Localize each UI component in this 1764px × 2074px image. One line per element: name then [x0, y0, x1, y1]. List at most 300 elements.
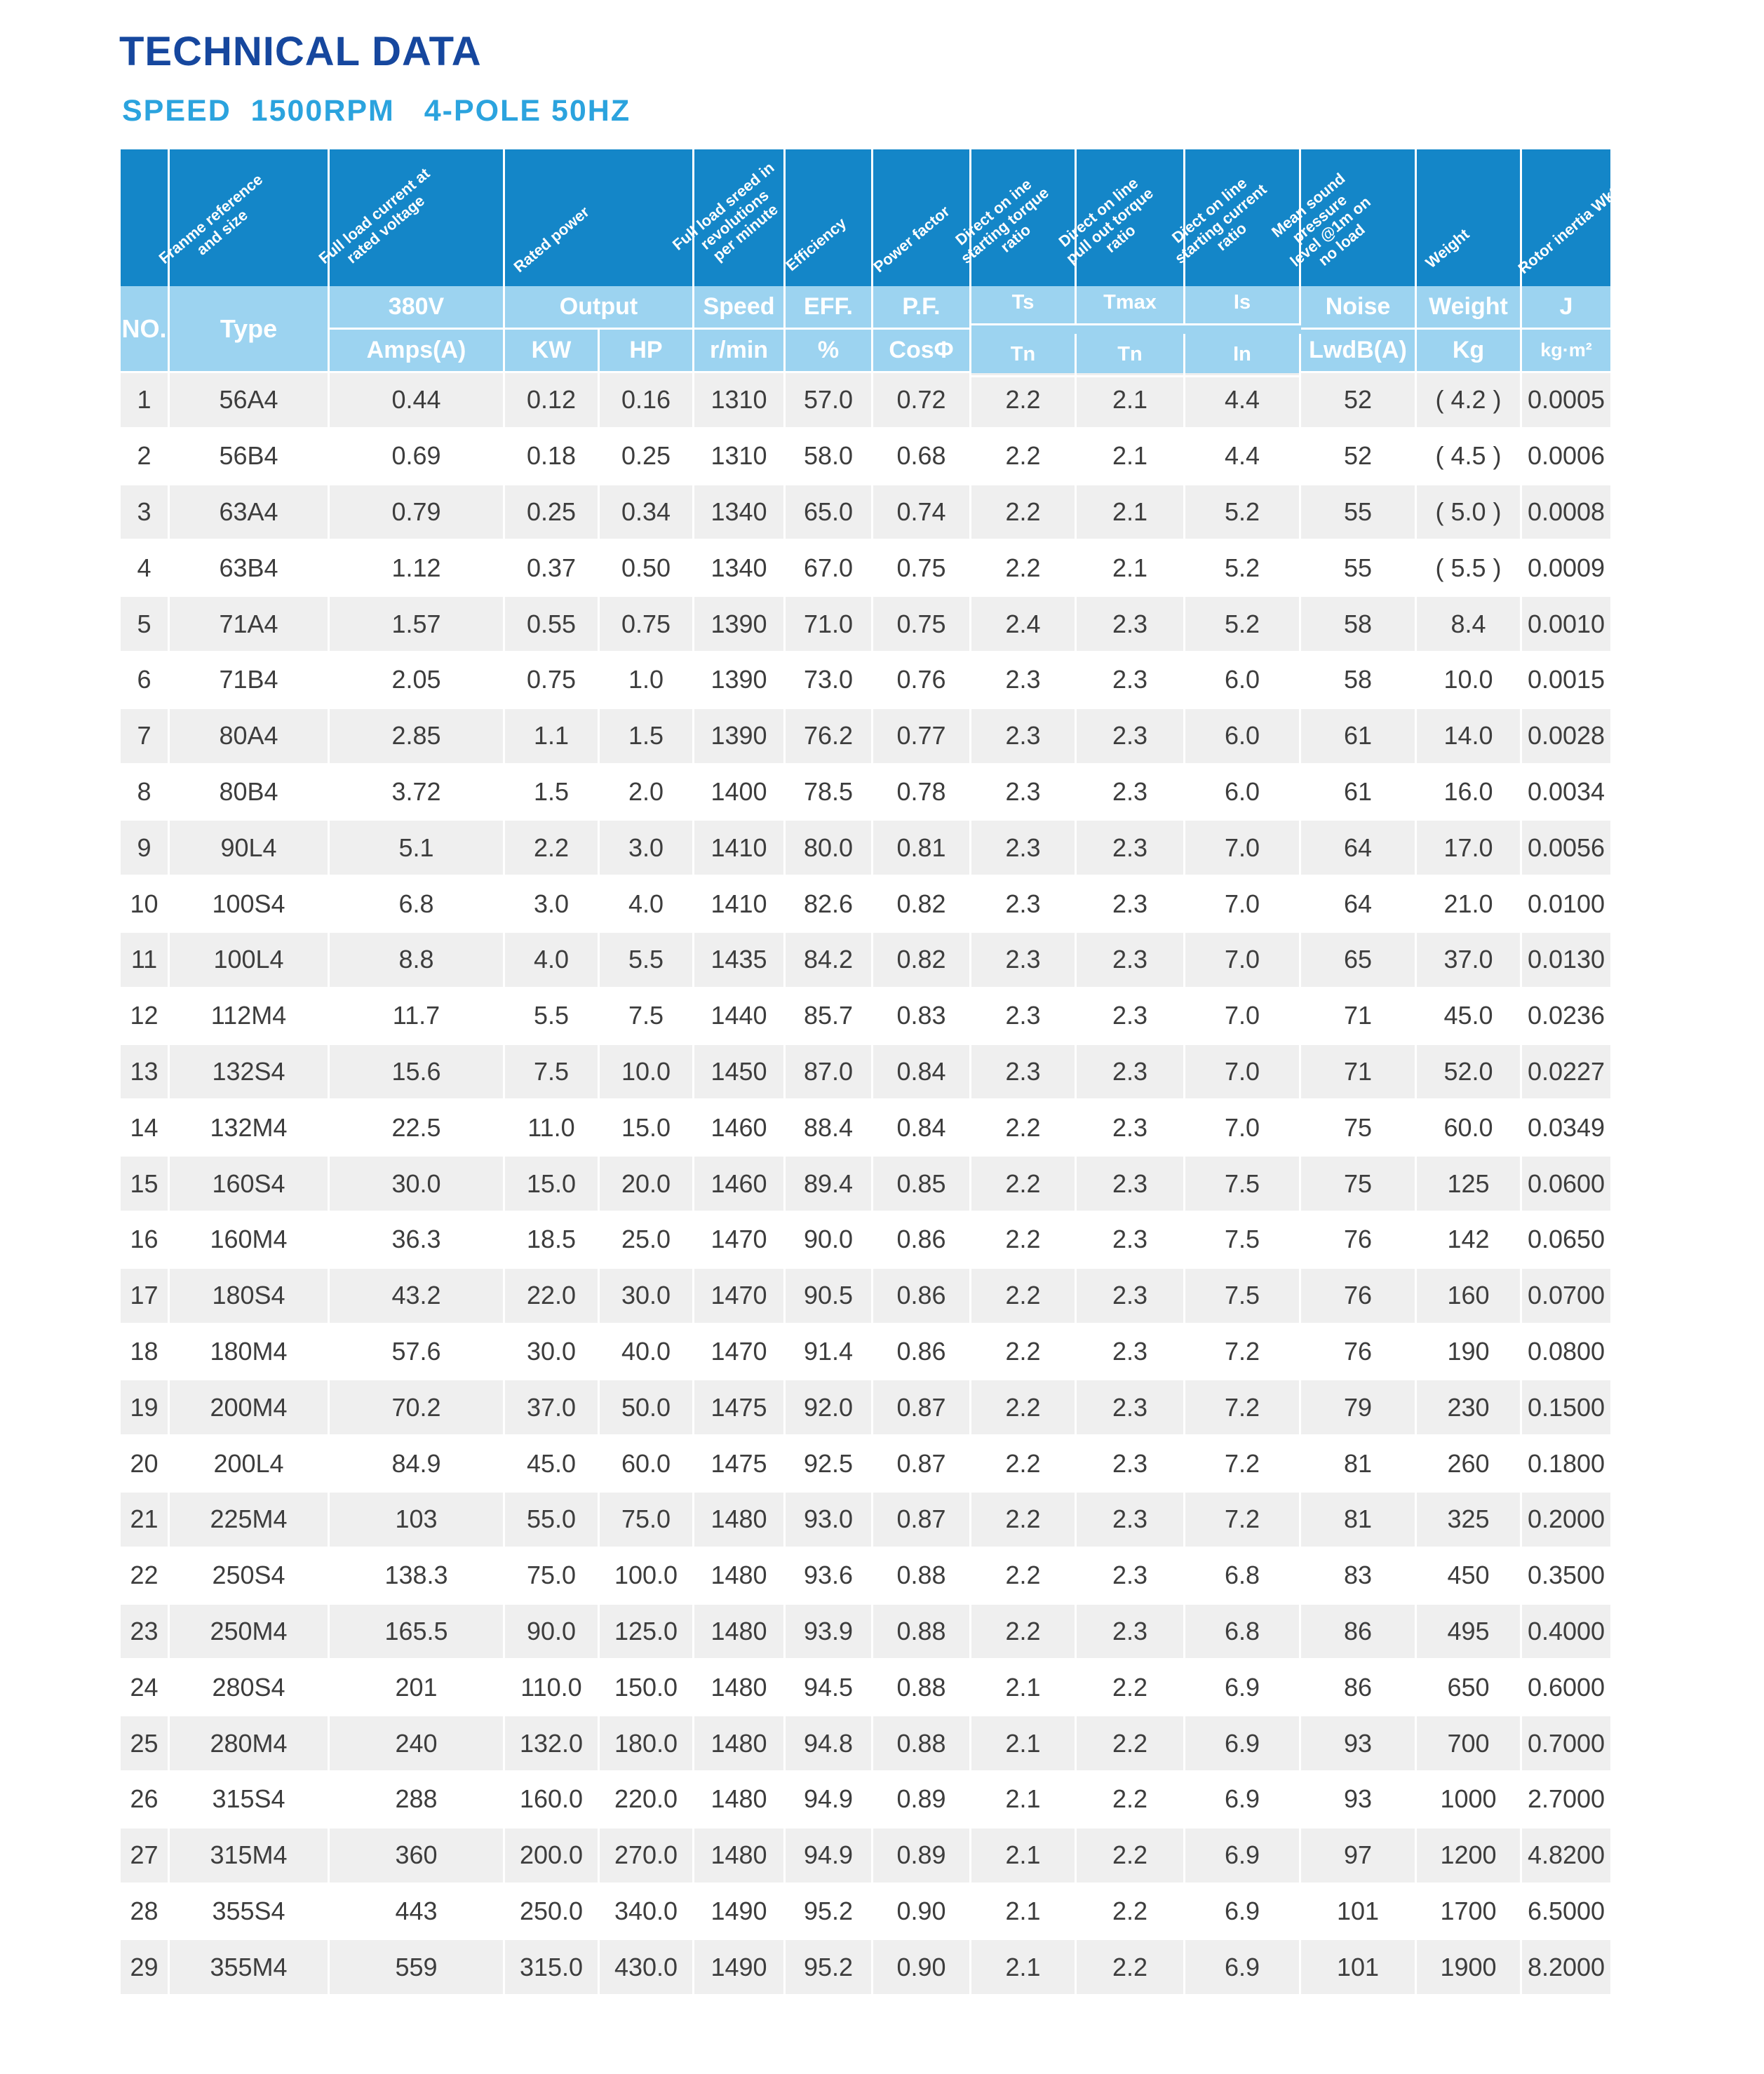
- cell-j: 0.0130: [1527, 945, 1605, 974]
- table-row: [121, 877, 1610, 933]
- cell-eff: 94.9: [786, 1829, 873, 1883]
- cell-noise: 93: [1301, 1772, 1417, 1826]
- column-header-output: Output: [505, 286, 694, 330]
- cell-eff: 71.0: [786, 597, 873, 651]
- cell-rpm: 1410: [694, 877, 786, 931]
- cell-amps: 138.3: [330, 1549, 505, 1603]
- cell-is: 6.9: [1185, 1885, 1301, 1939]
- cell-ts: 2.1: [971, 1829, 1077, 1883]
- cell-weight: 260: [1417, 1436, 1522, 1490]
- cell-type: 280M4: [170, 1716, 330, 1770]
- cell-j: 0.3500: [1527, 1561, 1605, 1590]
- cell-noise: 93: [1301, 1716, 1417, 1770]
- cell-type: 71B4: [170, 653, 330, 707]
- cell-kw: 3.0: [505, 877, 600, 931]
- column-header-weight: Weight: [1417, 286, 1522, 330]
- cell-amps: 165.5: [330, 1605, 505, 1659]
- cell-noise: 55: [1301, 541, 1417, 595]
- cell-type: 132M4: [170, 1100, 330, 1154]
- cell-no: 28: [121, 1885, 170, 1939]
- cell-rpm: 1390: [694, 709, 786, 763]
- cell-weight: 21.0: [1417, 877, 1522, 931]
- cell-j: 8.2000: [1527, 1952, 1605, 1981]
- cell-eff: 92.0: [786, 1380, 873, 1434]
- cell-ts: 2.2: [971, 429, 1077, 483]
- cell-j: 0.0034: [1527, 776, 1605, 806]
- cell-amps: 240: [330, 1716, 505, 1770]
- cell-eff: 94.8: [786, 1716, 873, 1770]
- cell-type: 180S4: [170, 1269, 330, 1323]
- cell-rpm: 1310: [694, 429, 786, 483]
- cell-ts: 2.4: [971, 597, 1077, 651]
- cell-type: 56A4: [170, 373, 330, 427]
- cell-weight: 10.0: [1417, 653, 1522, 707]
- cell-amps: 0.79: [330, 485, 505, 539]
- cell-type: 112M4: [170, 989, 330, 1043]
- table-row: [121, 1716, 1610, 1772]
- table-row: [121, 1213, 1610, 1269]
- cell-amps: 559: [330, 1940, 505, 1994]
- cell-tmax: 2.3: [1077, 709, 1185, 763]
- cell-tmax: 2.3: [1077, 1436, 1185, 1490]
- column-header-type: Type: [170, 286, 330, 373]
- cell-j: 0.6000: [1527, 1672, 1605, 1702]
- cell-rpm: 1470: [694, 1269, 786, 1323]
- cell-weight: 700: [1417, 1716, 1522, 1770]
- cell-no: 19: [121, 1380, 170, 1434]
- cell-kw: 1.1: [505, 709, 600, 763]
- cell-type: 63A4: [170, 485, 330, 539]
- cell-j: 0.1800: [1527, 1448, 1605, 1478]
- cell-tmax: 2.3: [1077, 765, 1185, 819]
- cell-is: 6.9: [1185, 1772, 1301, 1826]
- cell-weight: 160: [1417, 1269, 1522, 1323]
- cell-weight: 650: [1417, 1660, 1522, 1714]
- cell-amps: 0.44: [330, 373, 505, 427]
- cell-ts: 2.3: [971, 765, 1077, 819]
- cell-j: 0.0227: [1527, 1056, 1605, 1086]
- cell-kw: 0.12: [505, 373, 600, 427]
- cell-no: 9: [121, 821, 170, 875]
- page-title: TECHNICAL DATA: [119, 29, 482, 74]
- table-row: [121, 1605, 1610, 1661]
- cell-weight: 190: [1417, 1325, 1522, 1379]
- cell-noise: 83: [1301, 1549, 1417, 1603]
- cell-j: 0.7000: [1527, 1728, 1605, 1758]
- cell-no: 3: [121, 485, 170, 539]
- cell-ts: 2.2: [971, 1380, 1077, 1434]
- band-cell-type: [155, 149, 330, 286]
- cell-pf: 0.83: [873, 989, 971, 1043]
- cell-pf: 0.84: [873, 1045, 971, 1099]
- cell-kw: 5.5: [505, 989, 600, 1043]
- cell-hp: 125.0: [600, 1605, 694, 1659]
- cell-j: 0.0100: [1527, 889, 1605, 918]
- diagonal-label-full-load-current: Full load current at rated voltage: [315, 164, 433, 267]
- cell-noise: 76: [1301, 1213, 1417, 1267]
- unit-header-amps: Amps(A): [330, 330, 505, 373]
- cell-weight: 52.0: [1417, 1045, 1522, 1099]
- cell-amps: 84.9: [330, 1436, 505, 1490]
- cell-rpm: 1410: [694, 821, 786, 875]
- table-body: [121, 373, 1610, 1996]
- cell-weight: 495: [1417, 1605, 1522, 1659]
- page-subtitle: SPEED 1500RPM 4-POLE 50HZ: [122, 94, 631, 128]
- cell-pf: 0.86: [873, 1269, 971, 1323]
- cell-is: 7.0: [1185, 933, 1301, 987]
- cell-kw: 18.5: [505, 1213, 600, 1267]
- cell-eff: 94.9: [786, 1772, 873, 1826]
- diagonal-label-rotor-inertia: Rotor inertia Wk2: [1514, 182, 1624, 278]
- cell-kw: 4.0: [505, 933, 600, 987]
- diagonal-label-starting-current: Diect on line starting current ratio: [1169, 174, 1270, 267]
- cell-weight: ( 5.0 ): [1417, 485, 1522, 539]
- cell-rpm: 1490: [694, 1885, 786, 1939]
- cell-rpm: 1310: [694, 373, 786, 427]
- cell-weight: 1000: [1417, 1772, 1522, 1826]
- cell-eff: 78.5: [786, 765, 873, 819]
- cell-tmax: 2.2: [1077, 1716, 1185, 1770]
- table-row: [121, 933, 1610, 989]
- cell-type: 71A4: [170, 597, 330, 651]
- cell-hp: 75.0: [600, 1493, 694, 1547]
- cell-ts: 2.2: [971, 1100, 1077, 1154]
- table-row: [121, 1772, 1610, 1829]
- cell-kw: 0.37: [505, 541, 600, 595]
- column-header-speed: Speed: [694, 286, 786, 330]
- cell-no: 6: [121, 653, 170, 707]
- cell-pf: 0.88: [873, 1605, 971, 1659]
- band-cell-noise: [1267, 149, 1417, 286]
- cell-type: 180M4: [170, 1325, 330, 1379]
- cell-amps: 30.0: [330, 1157, 505, 1211]
- cell-pf: 0.82: [873, 933, 971, 987]
- cell-is: 7.5: [1185, 1157, 1301, 1211]
- cell-is: 4.4: [1185, 429, 1301, 483]
- cell-amps: 1.57: [330, 597, 505, 651]
- cell-type: 225M4: [170, 1493, 330, 1547]
- cell-is: 7.0: [1185, 1100, 1301, 1154]
- cell-hp: 5.5: [600, 933, 694, 987]
- cell-eff: 93.9: [786, 1605, 873, 1659]
- cell-ts: 2.3: [971, 821, 1077, 875]
- cell-hp: 60.0: [600, 1436, 694, 1490]
- band-cell-starting-torque: [952, 149, 1077, 286]
- cell-pf: 0.85: [873, 1157, 971, 1211]
- cell-pf: 0.87: [873, 1493, 971, 1547]
- cell-ts: 2.2: [971, 1436, 1077, 1490]
- cell-pf: 0.72: [873, 373, 971, 427]
- cell-pf: 0.87: [873, 1436, 971, 1490]
- cell-is: 7.0: [1185, 989, 1301, 1043]
- cell-pf: 0.76: [873, 653, 971, 707]
- cell-ts: 2.1: [971, 1660, 1077, 1714]
- table-row: [121, 653, 1610, 709]
- cell-tmax: 2.2: [1077, 1940, 1185, 1994]
- cell-type: 160M4: [170, 1213, 330, 1267]
- cell-is: 7.0: [1185, 1045, 1301, 1099]
- cell-hp: 3.0: [600, 821, 694, 875]
- cell-weight: ( 4.2 ): [1417, 373, 1522, 427]
- cell-noise: 64: [1301, 877, 1417, 931]
- cell-pf: 0.86: [873, 1325, 971, 1379]
- cell-is: 6.0: [1185, 709, 1301, 763]
- cell-eff: 67.0: [786, 541, 873, 595]
- cell-type: 80B4: [170, 765, 330, 819]
- cell-ts: 2.2: [971, 1549, 1077, 1603]
- cell-hp: 220.0: [600, 1772, 694, 1826]
- cell-no: 15: [121, 1157, 170, 1211]
- cell-rpm: 1390: [694, 597, 786, 651]
- cell-tmax: 2.2: [1077, 1885, 1185, 1939]
- cell-j: 0.4000: [1527, 1616, 1605, 1645]
- cell-no: 17: [121, 1269, 170, 1323]
- cell-rpm: 1480: [694, 1829, 786, 1883]
- diagonal-label-rated-power: Rated power: [510, 203, 593, 276]
- table-row: [121, 1325, 1610, 1381]
- cell-is: 4.4: [1185, 373, 1301, 427]
- cell-ts: 2.2: [971, 1493, 1077, 1547]
- cell-hp: 0.75: [600, 597, 694, 651]
- cell-no: 27: [121, 1829, 170, 1883]
- unit-header-kg: Kg: [1417, 330, 1522, 373]
- cell-j: 0.2000: [1527, 1504, 1605, 1534]
- cell-no: 13: [121, 1045, 170, 1099]
- column-header-noise: Noise: [1301, 286, 1417, 330]
- cell-rpm: 1480: [694, 1772, 786, 1826]
- table-row: [121, 989, 1610, 1045]
- cell-no: 11: [121, 933, 170, 987]
- cell-is: 7.0: [1185, 877, 1301, 931]
- cell-amps: 15.6: [330, 1045, 505, 1099]
- cell-j: 0.0015: [1527, 665, 1605, 694]
- table-row: [121, 541, 1610, 597]
- cell-tmax: 2.3: [1077, 1325, 1185, 1379]
- cell-tmax: 2.3: [1077, 1213, 1185, 1267]
- cell-kw: 110.0: [505, 1660, 600, 1714]
- cell-j: 0.0005: [1527, 385, 1605, 415]
- diagonal-label-starting-torque: Direct on ine starting torque ratio: [952, 175, 1052, 267]
- cell-rpm: 1470: [694, 1325, 786, 1379]
- cell-kw: 200.0: [505, 1829, 600, 1883]
- cell-amps: 8.8: [330, 933, 505, 987]
- cell-noise: 61: [1301, 765, 1417, 819]
- cell-noise: 52: [1301, 429, 1417, 483]
- diagonal-label-power-factor: Power factor: [870, 202, 953, 276]
- cell-tmax: 2.3: [1077, 1269, 1185, 1323]
- table-row: [121, 1100, 1610, 1157]
- cell-hp: 2.0: [600, 765, 694, 819]
- table-row: [121, 1380, 1610, 1436]
- cell-eff: 93.0: [786, 1493, 873, 1547]
- table-row: [121, 1885, 1610, 1941]
- cell-eff: 76.2: [786, 709, 873, 763]
- cell-hp: 25.0: [600, 1213, 694, 1267]
- band-cell-current: [315, 149, 505, 286]
- table-row: [121, 1157, 1610, 1213]
- cell-ts: 2.1: [971, 1885, 1077, 1939]
- cell-kw: 55.0: [505, 1493, 600, 1547]
- cell-j: 0.0700: [1527, 1281, 1605, 1310]
- cell-type: 355S4: [170, 1885, 330, 1939]
- column-header-no: NO.: [121, 286, 170, 373]
- cell-pf: 0.89: [873, 1829, 971, 1883]
- cell-weight: 60.0: [1417, 1100, 1522, 1154]
- unit-header-kgm2: kg·m²: [1522, 330, 1610, 373]
- cell-tmax: 2.3: [1077, 1380, 1185, 1434]
- band-cell-rotor-inertia: [1514, 149, 1624, 286]
- cell-ts: 2.1: [971, 1772, 1077, 1826]
- cell-weight: 230: [1417, 1380, 1522, 1434]
- cell-eff: 94.5: [786, 1660, 873, 1714]
- cell-kw: 250.0: [505, 1885, 600, 1939]
- cell-type: 315M4: [170, 1829, 330, 1883]
- cell-tmax: 2.3: [1077, 933, 1185, 987]
- cell-eff: 90.5: [786, 1269, 873, 1323]
- cell-hp: 270.0: [600, 1829, 694, 1883]
- diagonal-label-full-load-speed: Full load sreed in revolutions per minute: [668, 159, 781, 265]
- cell-type: 90L4: [170, 821, 330, 875]
- cell-hp: 20.0: [600, 1157, 694, 1211]
- cell-is: 6.0: [1185, 765, 1301, 819]
- cell-rpm: 1480: [694, 1493, 786, 1547]
- cell-tmax: 2.2: [1077, 1829, 1185, 1883]
- cell-type: 250S4: [170, 1549, 330, 1603]
- cell-hp: 50.0: [600, 1380, 694, 1434]
- cell-tmax: 2.2: [1077, 1660, 1185, 1714]
- cell-type: 200M4: [170, 1380, 330, 1434]
- cell-weight: ( 5.5 ): [1417, 541, 1522, 595]
- cell-is: 6.8: [1185, 1605, 1301, 1659]
- cell-no: 20: [121, 1436, 170, 1490]
- cell-tmax: 2.3: [1077, 821, 1185, 875]
- cell-pf: 0.90: [873, 1885, 971, 1939]
- cell-eff: 82.6: [786, 877, 873, 931]
- cell-eff: 88.4: [786, 1100, 873, 1154]
- cell-hp: 0.16: [600, 373, 694, 427]
- cell-kw: 90.0: [505, 1605, 600, 1659]
- cell-is: 6.9: [1185, 1660, 1301, 1714]
- cell-eff: 73.0: [786, 653, 873, 707]
- table-row: [121, 709, 1610, 765]
- technical-data-table: [121, 149, 1624, 1996]
- cell-kw: 15.0: [505, 1157, 600, 1211]
- cell-kw: 75.0: [505, 1549, 600, 1603]
- cell-weight: ( 4.5 ): [1417, 429, 1522, 483]
- table-row: [121, 1436, 1610, 1493]
- cell-j: 2.7000: [1527, 1784, 1605, 1814]
- cell-noise: 86: [1301, 1605, 1417, 1659]
- cell-noise: 76: [1301, 1269, 1417, 1323]
- cell-eff: 89.4: [786, 1157, 873, 1211]
- cell-type: 100L4: [170, 933, 330, 987]
- cell-kw: 30.0: [505, 1325, 600, 1379]
- table-row: [121, 1493, 1610, 1549]
- unit-header-rmin: r/min: [694, 330, 786, 373]
- cell-hp: 0.34: [600, 485, 694, 539]
- cell-ts: 2.3: [971, 653, 1077, 707]
- cell-weight: 1900: [1417, 1940, 1522, 1994]
- cell-eff: 87.0: [786, 1045, 873, 1099]
- cell-rpm: 1340: [694, 485, 786, 539]
- band-cell-weight: [1417, 149, 1522, 286]
- cell-rpm: 1470: [694, 1213, 786, 1267]
- cell-hp: 0.25: [600, 429, 694, 483]
- table-row: [121, 1549, 1610, 1605]
- cell-hp: 340.0: [600, 1885, 694, 1939]
- cell-no: 12: [121, 989, 170, 1043]
- cell-no: 26: [121, 1772, 170, 1826]
- cell-tmax: 2.3: [1077, 989, 1185, 1043]
- cell-noise: 71: [1301, 1045, 1417, 1099]
- cell-j: 0.0028: [1527, 721, 1605, 750]
- cell-kw: 22.0: [505, 1269, 600, 1323]
- diagonal-header-band: [121, 149, 1624, 286]
- cell-tmax: 2.1: [1077, 429, 1185, 483]
- cell-eff: 84.2: [786, 933, 873, 987]
- cell-tmax: 2.3: [1077, 597, 1185, 651]
- cell-eff: 91.4: [786, 1325, 873, 1379]
- cell-tmax: 2.3: [1077, 877, 1185, 931]
- cell-amps: 6.8: [330, 877, 505, 931]
- cell-eff: 95.2: [786, 1885, 873, 1939]
- cell-ts: 2.2: [971, 1605, 1077, 1659]
- subheader: [121, 286, 1610, 373]
- diagonal-label-efficiency: Efficiency: [782, 214, 850, 275]
- cell-is: 6.9: [1185, 1716, 1301, 1770]
- unit-header-cosphi: CosΦ: [873, 330, 971, 373]
- column-header-tmax: Tmax: [1077, 282, 1185, 325]
- cell-eff: 95.2: [786, 1940, 873, 1994]
- cell-hp: 40.0: [600, 1325, 694, 1379]
- cell-type: 56B4: [170, 429, 330, 483]
- band-cell-efficiency: [782, 149, 873, 286]
- table-row: [121, 429, 1610, 485]
- cell-no: 23: [121, 1605, 170, 1659]
- cell-weight: 37.0: [1417, 933, 1522, 987]
- cell-no: 21: [121, 1493, 170, 1547]
- unit-header-percent: %: [786, 330, 873, 373]
- cell-hp: 0.50: [600, 541, 694, 595]
- cell-amps: 70.2: [330, 1380, 505, 1434]
- table-row: [121, 373, 1610, 429]
- cell-j: 0.0600: [1527, 1169, 1605, 1198]
- cell-is: 6.9: [1185, 1940, 1301, 1994]
- cell-is: 7.2: [1185, 1493, 1301, 1547]
- cell-tmax: 2.3: [1077, 1045, 1185, 1099]
- cell-hp: 15.0: [600, 1100, 694, 1154]
- cell-weight: 142: [1417, 1213, 1522, 1267]
- cell-type: 132S4: [170, 1045, 330, 1099]
- cell-ts: 2.3: [971, 709, 1077, 763]
- cell-pf: 0.68: [873, 429, 971, 483]
- cell-kw: 11.0: [505, 1100, 600, 1154]
- cell-noise: 64: [1301, 821, 1417, 875]
- cell-tmax: 2.1: [1077, 541, 1185, 595]
- cell-hp: 10.0: [600, 1045, 694, 1099]
- cell-is: 7.5: [1185, 1269, 1301, 1323]
- cell-hp: 180.0: [600, 1716, 694, 1770]
- cell-eff: 57.0: [786, 373, 873, 427]
- cell-amps: 11.7: [330, 989, 505, 1043]
- diagonal-label-weight: Weight: [1422, 225, 1473, 272]
- cell-no: 22: [121, 1549, 170, 1603]
- cell-no: 2: [121, 429, 170, 483]
- cell-no: 29: [121, 1940, 170, 1994]
- cell-ts: 2.3: [971, 1045, 1077, 1099]
- band-cell-speed: [668, 149, 786, 286]
- cell-type: 355M4: [170, 1940, 330, 1994]
